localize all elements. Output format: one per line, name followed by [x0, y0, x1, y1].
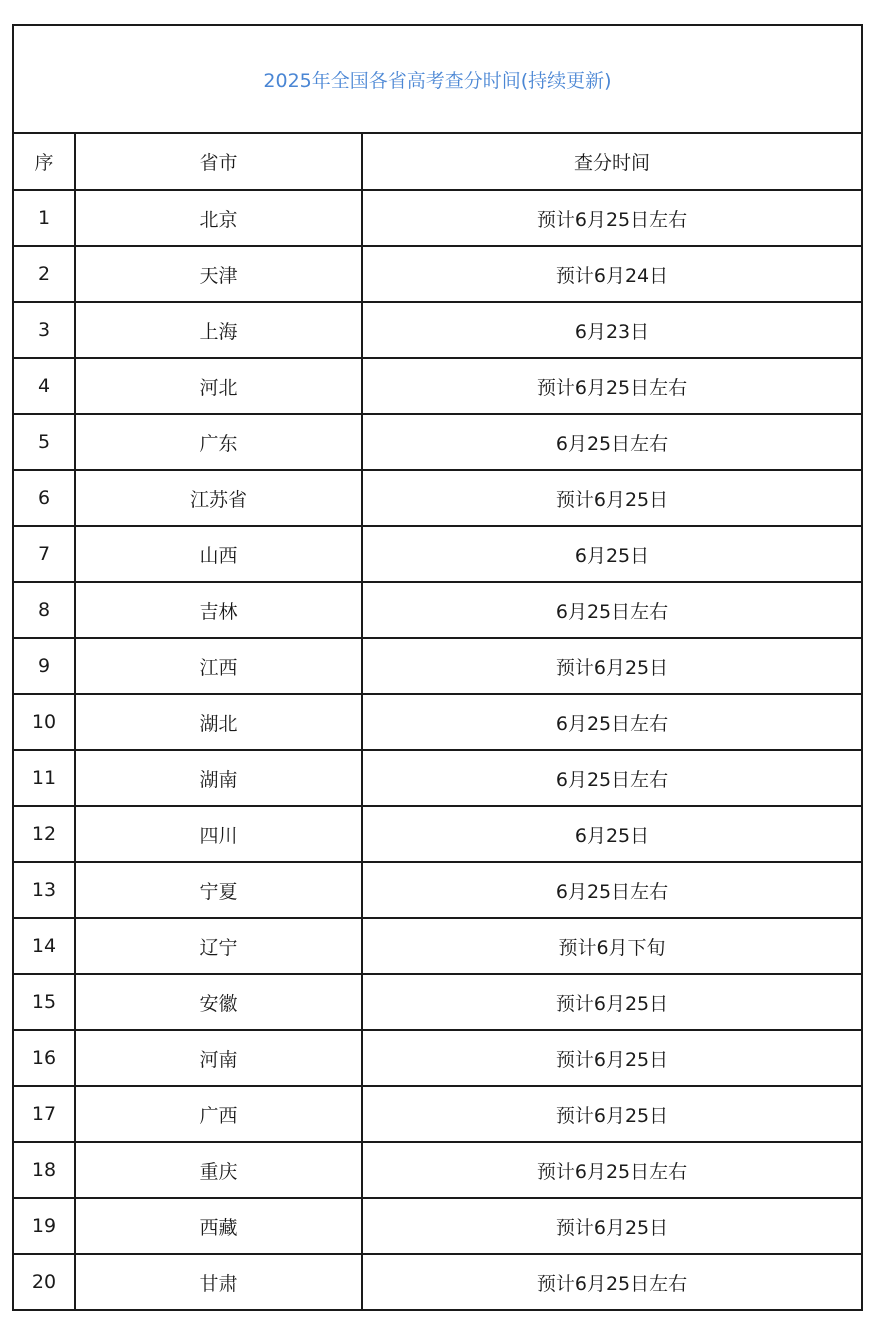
- table-row: [13, 1142, 862, 1198]
- table-row: [13, 806, 862, 862]
- cell-province: 重庆: [75, 1142, 362, 1198]
- cell-index: 4: [13, 358, 75, 414]
- cell-province: 安徽: [75, 974, 362, 1030]
- cell-province: 广东: [75, 414, 362, 470]
- table-row: [13, 190, 862, 246]
- cell-time: 预计6月25日左右: [362, 1142, 862, 1198]
- cell-province: 天津: [75, 246, 362, 302]
- table-row: [13, 862, 862, 918]
- cell-index: 9: [13, 638, 75, 694]
- table-row: [13, 1198, 862, 1254]
- table-row: [13, 302, 862, 358]
- header-time: 查分时间: [362, 133, 862, 190]
- cell-province: 河南: [75, 1030, 362, 1086]
- table-row: [13, 750, 862, 806]
- cell-province: 上海: [75, 302, 362, 358]
- table-title: 2025年全国各省高考查分时间(持续更新): [13, 25, 862, 133]
- table-row: [13, 638, 862, 694]
- table-row: [13, 582, 862, 638]
- cell-province: 西藏: [75, 1198, 362, 1254]
- cell-time: 预计6月25日: [362, 1086, 862, 1142]
- score-release-table: [12, 24, 863, 1311]
- cell-time: 6月23日: [362, 302, 862, 358]
- table-row: [13, 918, 862, 974]
- cell-time: 预计6月下旬: [362, 918, 862, 974]
- cell-province: 河北: [75, 358, 362, 414]
- cell-time: 预计6月25日左右: [362, 190, 862, 246]
- table-row: [13, 1086, 862, 1142]
- cell-time: 预计6月25日: [362, 470, 862, 526]
- cell-time: 预计6月25日: [362, 1030, 862, 1086]
- cell-province: 广西: [75, 1086, 362, 1142]
- table-row: [13, 358, 862, 414]
- cell-index: 20: [13, 1254, 75, 1310]
- header-province: 省市: [75, 133, 362, 190]
- cell-index: 16: [13, 1030, 75, 1086]
- cell-index: 3: [13, 302, 75, 358]
- cell-index: 12: [13, 806, 75, 862]
- header-row: [13, 133, 862, 190]
- cell-province: 甘肃: [75, 1254, 362, 1310]
- cell-time: 6月25日: [362, 806, 862, 862]
- cell-province: 吉林: [75, 582, 362, 638]
- cell-province: 湖北: [75, 694, 362, 750]
- cell-time: 预计6月25日: [362, 974, 862, 1030]
- table-row: [13, 470, 862, 526]
- cell-province: 北京: [75, 190, 362, 246]
- cell-index: 17: [13, 1086, 75, 1142]
- table-row: [13, 246, 862, 302]
- cell-index: 6: [13, 470, 75, 526]
- table-row: [13, 526, 862, 582]
- title-row: [13, 25, 862, 133]
- cell-index: 10: [13, 694, 75, 750]
- cell-province: 山西: [75, 526, 362, 582]
- cell-index: 14: [13, 918, 75, 974]
- cell-time: 6月25日左右: [362, 694, 862, 750]
- header-index: 序: [13, 133, 75, 190]
- cell-time: 预计6月25日左右: [362, 1254, 862, 1310]
- cell-index: 2: [13, 246, 75, 302]
- cell-index: 15: [13, 974, 75, 1030]
- cell-province: 湖南: [75, 750, 362, 806]
- cell-index: 8: [13, 582, 75, 638]
- cell-index: 5: [13, 414, 75, 470]
- cell-index: 13: [13, 862, 75, 918]
- table-row: [13, 694, 862, 750]
- cell-province: 江苏省: [75, 470, 362, 526]
- cell-province: 辽宁: [75, 918, 362, 974]
- table-row: [13, 414, 862, 470]
- cell-time: 预计6月25日左右: [362, 358, 862, 414]
- cell-time: 6月25日左右: [362, 414, 862, 470]
- cell-index: 19: [13, 1198, 75, 1254]
- table-row: [13, 1030, 862, 1086]
- cell-index: 18: [13, 1142, 75, 1198]
- table-row: [13, 1254, 862, 1310]
- cell-time: 6月25日: [362, 526, 862, 582]
- cell-time: 6月25日左右: [362, 862, 862, 918]
- cell-index: 1: [13, 190, 75, 246]
- cell-time: 预计6月25日: [362, 1198, 862, 1254]
- cell-index: 11: [13, 750, 75, 806]
- cell-province: 江西: [75, 638, 362, 694]
- cell-time: 预计6月24日: [362, 246, 862, 302]
- cell-time: 6月25日左右: [362, 750, 862, 806]
- cell-index: 7: [13, 526, 75, 582]
- cell-province: 宁夏: [75, 862, 362, 918]
- cell-province: 四川: [75, 806, 362, 862]
- cell-time: 预计6月25日: [362, 638, 862, 694]
- table-row: [13, 974, 862, 1030]
- cell-time: 6月25日左右: [362, 582, 862, 638]
